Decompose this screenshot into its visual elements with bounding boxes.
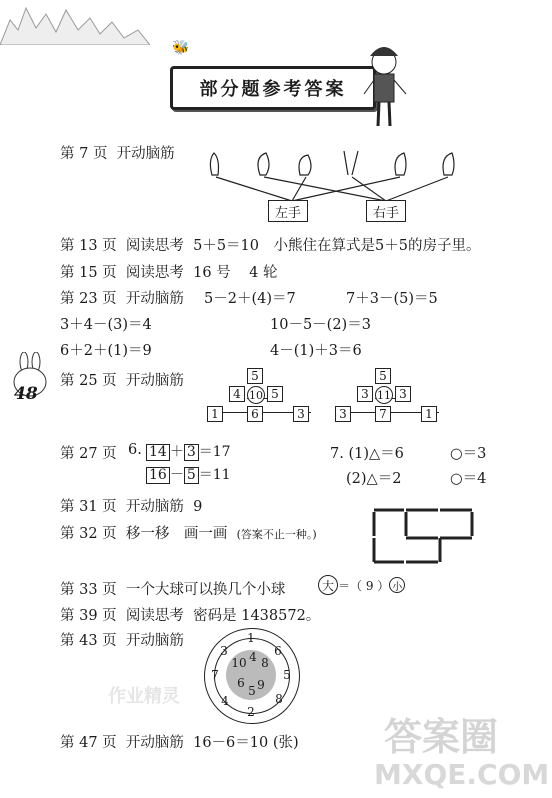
equation: 3＋4－(3)＝4 [60, 317, 152, 333]
equation: 10－5－(2)＝3 [270, 317, 371, 333]
answer-p27: 第 27 页 [60, 446, 117, 462]
answer-p23: 第 23 页 开动脑筋 [60, 291, 184, 307]
equation: 4－(1)＋3＝6 [270, 343, 362, 359]
page-title: 部分题参考答案 [170, 66, 376, 110]
number-pyramid-1: 5 4 10 5 1 6 3 [205, 368, 325, 430]
hand-gestures-diagram [200, 145, 470, 205]
equation: 6＋2＋(1)＝9 [60, 343, 152, 359]
snow-trees-decoration [0, 0, 150, 45]
q7-line-2b: ○＝4 [450, 471, 487, 487]
bee-icon: 🐝 [172, 40, 190, 56]
left-hand-box: 左手 [268, 200, 308, 222]
watermark-faint: 作业精灵 [108, 686, 180, 707]
q7-line-1b: ○＝3 [450, 446, 487, 462]
watermark-brand: 答案圈 [384, 715, 499, 759]
matchstick-figure [368, 504, 478, 568]
watermark-url: MXQE.COM [374, 758, 550, 791]
right-hand-box: 右手 [366, 200, 406, 222]
q7-line-2a: (2)△＝2 [346, 471, 402, 487]
answer-p7: 第 7 页 开动脑筋 [60, 146, 175, 162]
answer-p15: 第 15 页 阅读思考 16 号 4 轮 [60, 265, 278, 281]
ball-equation: 大 ＝（ 9 ） 小 [318, 575, 405, 595]
equation: 5－2＋(4)＝7 [204, 291, 296, 307]
answer-p31: 第 31 页 开动脑筋 9 [60, 499, 203, 515]
girl-illustration [362, 38, 410, 130]
equation: 7＋3－(5)＝5 [346, 291, 438, 307]
page-number: 48 [14, 384, 38, 404]
number-circle-puzzle: 1 6 5 8 2 4 7 3 10 4 8 9 5 6 [204, 628, 300, 724]
q6-eq-1: 14 ＋ 3 ＝17 [146, 441, 231, 461]
answer-p13: 第 13 页 阅读思考 5＋5＝10 小熊住在算式是5＋5的房子里。 [60, 238, 481, 254]
answer-p43: 第 43 页 开动脑筋 [60, 633, 184, 649]
number-pyramid-2: 5 3 11 3 3 7 1 [333, 368, 453, 430]
answer-p32: 第 32 页 移一移 画一画 (答案不止一种。) [60, 526, 317, 542]
q6-eq-2: 16 － 5 ＝11 [146, 464, 231, 484]
q6-label: 6. [128, 442, 142, 458]
answer-p39: 第 39 页 阅读思考 密码是 1438572。 [60, 608, 321, 624]
answer-p25: 第 25 页 开动脑筋 [60, 373, 184, 389]
q7-line-1a: 7. (1)△＝6 [330, 446, 404, 462]
answer-p47: 第 47 页 开动脑筋 16－6＝10 (张) [60, 735, 299, 751]
answer-p33: 第 33 页 一个大球可以换几个小球 [60, 582, 286, 598]
